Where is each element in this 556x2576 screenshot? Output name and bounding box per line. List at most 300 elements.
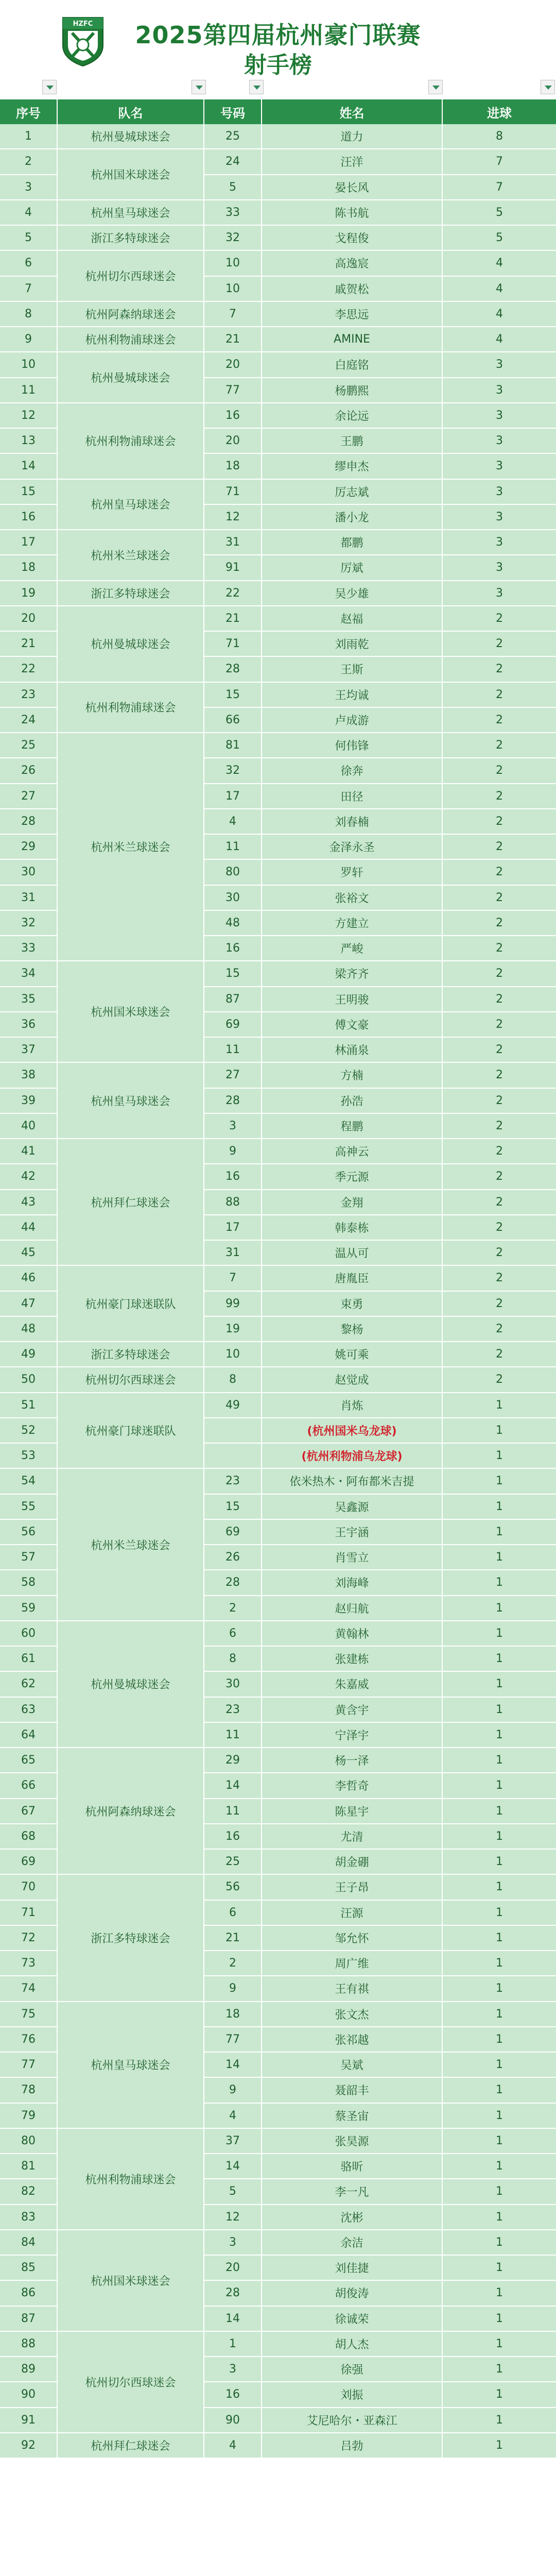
goals-cell: 2 [443,1012,556,1038]
name-cell: 胡人杰 [262,2332,443,2357]
rank-cell: 52 [0,1418,58,1444]
number-cell: 71 [204,480,262,505]
rank-cell: 24 [0,708,58,733]
name-cell: 金泽永圣 [262,835,443,860]
goals-cell: 1 [443,2002,556,2027]
rank-cell: 90 [0,2382,58,2408]
rank-cell: 11 [0,378,58,403]
rank-cell: 4 [0,200,58,226]
page-title: 2025第四届杭州豪门联赛 [135,21,421,49]
goals-cell: 2 [443,936,556,961]
number-cell: 28 [204,1570,262,1596]
team-cell: 杭州拜仁球迷会 [58,1139,204,1266]
rank-cell: 63 [0,1698,58,1723]
rank-cell: 34 [0,961,58,987]
goals-cell: 1 [443,2205,556,2230]
number-cell: 3 [204,2230,262,2256]
number-cell: 69 [204,1012,262,1038]
number-cell: 14 [204,1773,262,1799]
goals-cell: 1 [443,1748,556,1773]
name-cell: 张昊源 [262,2129,443,2154]
goals-cell: 1 [443,1723,556,1748]
name-cell: 傅文豪 [262,1012,443,1038]
rank-cell: 17 [0,530,58,555]
number-cell: 22 [204,581,262,606]
svg-text:HZFC: HZFC [73,20,93,28]
rank-cell: 61 [0,1647,58,1672]
rank-cell: 84 [0,2230,58,2256]
goals-cell: 1 [443,2078,556,2103]
filter-dropdown-name[interactable] [428,80,443,94]
number-cell: 21 [204,1926,262,1951]
team-cell: 杭州皇马球迷会 [58,200,204,226]
rank-cell: 88 [0,2332,58,2357]
name-cell: 蔡圣宙 [262,2104,443,2129]
goals-cell: 1 [443,2104,556,2129]
rank-cell: 79 [0,2104,58,2129]
goals-cell: 1 [443,1773,556,1799]
name-cell: 卢成游 [262,708,443,733]
rank-cell: 12 [0,403,58,429]
team-cell: 杭州豪门球迷联队 [58,1266,204,1342]
goals-cell: 1 [443,2154,556,2179]
team-cell: 浙江多特球迷会 [58,226,204,251]
team-cell: 浙江多特球迷会 [58,1875,204,2002]
number-cell: 3 [204,1114,262,1139]
number-cell: 11 [204,835,262,860]
number-cell: 29 [204,1748,262,1773]
name-cell: 依米热木・阿布都米吉提 [262,1469,443,1494]
name-cell: 林涌泉 [262,1038,443,1063]
rank-cell: 14 [0,454,58,479]
goals-cell: 2 [443,987,556,1012]
number-cell: 32 [204,226,262,251]
name-cell: 严峻 [262,936,443,961]
goals-cell: 2 [443,961,556,987]
number-cell: 4 [204,2104,262,2129]
name-cell: 胡金硼 [262,1850,443,1875]
goals-cell: 1 [443,1850,556,1875]
rank-cell: 59 [0,1596,58,1621]
number-cell: 16 [204,2382,262,2408]
rank-cell: 43 [0,1190,58,1215]
name-cell: 赵归航 [262,1596,443,1621]
goals-cell: 2 [443,1114,556,1139]
goals-cell: 1 [443,1520,556,1545]
number-cell: 23 [204,1698,262,1723]
rank-cell: 20 [0,606,58,632]
goals-cell: 1 [443,1545,556,1570]
name-cell: 方建立 [262,911,443,936]
rank-cell: 41 [0,1139,58,1164]
rank-cell: 50 [0,1367,58,1393]
name-cell: 戚贺松 [262,277,443,302]
goals-cell: 4 [443,277,556,302]
name-cell: AMINE [262,327,443,352]
rank-cell: 69 [0,1850,58,1875]
number-cell: 1 [204,2332,262,2357]
rank-cell: 85 [0,2256,58,2281]
goals-cell: 2 [443,708,556,733]
team-cell: 杭州曼城球迷会 [58,606,204,683]
name-cell: 厉志斌 [262,480,443,505]
team-cell: 杭州米兰球迷会 [58,1469,204,1621]
rank-cell: 21 [0,632,58,657]
goals-cell: 3 [443,429,556,454]
number-cell: 28 [204,657,262,682]
name-cell: 王有祺 [262,1976,443,2002]
rank-cell: 80 [0,2129,58,2154]
goals-cell: 3 [443,555,556,581]
team-cell: 杭州皇马球迷会 [58,2002,204,2129]
number-cell: 3 [204,2357,262,2382]
number-cell: 15 [204,683,262,708]
number-cell: 7 [204,1266,262,1291]
rank-cell: 60 [0,1621,58,1647]
number-cell: 30 [204,886,262,911]
team-cell: 杭州国米球迷会 [58,2230,204,2332]
rank-cell: 8 [0,302,58,327]
team-cell: 杭州阿森纳球迷会 [58,302,204,327]
number-cell: 56 [204,1875,262,1900]
name-cell: 邹允怀 [262,1926,443,1951]
goals-cell: 2 [443,1367,556,1393]
number-cell: 80 [204,860,262,885]
goals-cell: 1 [443,2027,556,2053]
page-subtitle: 射手榜 [244,52,312,78]
goals-cell: 1 [443,1901,556,1926]
number-cell: 12 [204,505,262,530]
col-header-number: 号码 [204,99,262,124]
number-cell: 11 [204,1038,262,1063]
number-cell: 4 [204,809,262,835]
number-cell: 28 [204,1089,262,1114]
goals-cell: 2 [443,784,556,809]
name-cell: 刘海峰 [262,1570,443,1596]
name-cell: (杭州利物浦乌龙球) [262,1444,443,1469]
name-cell: 吕勃 [262,2433,443,2459]
col-header-team: 队名 [58,99,204,124]
number-cell: 2 [204,1951,262,1976]
name-cell: 李一凡 [262,2179,443,2205]
number-cell: 31 [204,530,262,555]
rank-cell: 6 [0,251,58,276]
goals-cell: 2 [443,1342,556,1367]
rank-cell: 33 [0,936,58,961]
number-cell: 69 [204,1520,262,1545]
goals-cell: 1 [443,2053,556,2078]
name-cell: 李哲奇 [262,1773,443,1799]
name-cell: 王均诚 [262,683,443,708]
team-cell: 杭州曼城球迷会 [58,1621,204,1748]
team-cell: 杭州皇马球迷会 [58,1063,204,1139]
number-cell: 10 [204,251,262,276]
goals-cell: 1 [443,1976,556,2002]
name-cell: 赵福 [262,606,443,632]
name-cell: 田径 [262,784,443,809]
number-cell: 18 [204,454,262,479]
rank-cell: 1 [0,124,58,149]
goals-cell: 1 [443,1647,556,1672]
number-cell: 9 [204,2078,262,2103]
rank-cell: 54 [0,1469,58,1494]
goals-cell: 2 [443,758,556,784]
goals-cell: 1 [443,2332,556,2357]
goals-cell: 2 [443,860,556,885]
name-cell: 梁齐齐 [262,961,443,987]
filter-dropdown-number[interactable] [249,80,264,94]
number-cell: 14 [204,2053,262,2078]
rank-cell: 51 [0,1393,58,1418]
number-cell: 12 [204,2205,262,2230]
goals-cell: 7 [443,175,556,200]
goals-cell: 3 [443,454,556,479]
name-cell: 戈程俊 [262,226,443,251]
name-cell: 王明骏 [262,987,443,1012]
rank-cell: 56 [0,1520,58,1545]
goals-cell: 2 [443,683,556,708]
goals-cell: 2 [443,1139,556,1164]
number-cell: 81 [204,733,262,758]
goals-cell: 1 [443,1570,556,1596]
goals-cell: 3 [443,352,556,378]
number-cell: 23 [204,1469,262,1494]
rank-cell: 70 [0,1875,58,1900]
rank-cell: 45 [0,1241,58,1266]
goals-cell: 2 [443,911,556,936]
name-cell: 张建栋 [262,1647,443,1672]
rank-cell: 39 [0,1089,58,1114]
goals-cell: 2 [443,1292,556,1317]
goals-cell: 3 [443,480,556,505]
rank-cell: 65 [0,1748,58,1773]
team-cell: 杭州利物浦球迷会 [58,683,204,734]
name-cell: 王斯 [262,657,443,682]
col-header-rank: 序号 [0,99,58,124]
team-cell: 杭州拜仁球迷会 [58,2433,204,2459]
name-cell: 刘振 [262,2382,443,2408]
team-cell: 浙江多特球迷会 [58,581,204,606]
team-cell: 杭州切尔西球迷会 [58,1367,204,1393]
name-cell: 肖雪立 [262,1545,443,1570]
goals-cell: 1 [443,2179,556,2205]
name-cell: 王宇涵 [262,1520,443,1545]
name-cell: 白庭铭 [262,352,443,378]
goals-cell: 1 [443,2307,556,2332]
number-cell: 99 [204,1292,262,1317]
goals-cell: 1 [443,1469,556,1494]
rank-cell: 13 [0,429,58,454]
rank-cell: 36 [0,1012,58,1038]
rank-cell: 91 [0,2408,58,2433]
number-cell: 77 [204,378,262,403]
name-cell: 骆昕 [262,2154,443,2179]
team-cell: 杭州切尔西球迷会 [58,251,204,302]
rank-cell: 82 [0,2179,58,2205]
goals-cell: 1 [443,2230,556,2256]
team-cell: 杭州曼城球迷会 [58,352,204,403]
rank-cell: 62 [0,1672,58,1697]
name-cell: 张文杰 [262,2002,443,2027]
number-cell: 91 [204,555,262,581]
goals-cell: 2 [443,1317,556,1342]
number-cell: 8 [204,1367,262,1393]
rank-cell: 38 [0,1063,58,1088]
goals-cell: 1 [443,1926,556,1951]
goals-cell: 1 [443,1824,556,1850]
rank-cell: 19 [0,581,58,606]
name-cell: 吴斌 [262,2053,443,2078]
number-cell: 9 [204,1976,262,2002]
name-cell: 王鹏 [262,429,443,454]
name-cell: 胡俊涛 [262,2281,443,2306]
rank-cell: 18 [0,555,58,581]
number-cell: 87 [204,987,262,1012]
rank-cell: 26 [0,758,58,784]
number-cell: 11 [204,1723,262,1748]
name-cell: 罗轩 [262,860,443,885]
name-cell: 黄翰林 [262,1621,443,1647]
name-cell: 都鹏 [262,530,443,555]
team-cell: 杭州国米球迷会 [58,961,204,1063]
name-cell: 艾尼哈尔・亚森江 [262,2408,443,2433]
name-cell: 黎杨 [262,1317,443,1342]
rank-cell: 3 [0,175,58,200]
name-cell: 宁泽宇 [262,1723,443,1748]
name-cell: 张裕文 [262,886,443,911]
number-cell: 71 [204,632,262,657]
number-cell: 21 [204,327,262,352]
name-cell: 李思远 [262,302,443,327]
number-cell: 4 [204,2433,262,2459]
number-cell: 32 [204,758,262,784]
goals-cell: 1 [443,2382,556,2408]
goals-cell: 4 [443,251,556,276]
number-cell: 2 [204,1596,262,1621]
rank-cell: 2 [0,149,58,175]
team-cell: 杭州豪门球迷联队 [58,1393,204,1469]
rank-cell: 42 [0,1164,58,1190]
goals-cell: 2 [443,1190,556,1215]
team-cell: 杭州皇马球迷会 [58,480,204,531]
name-cell: 晏长风 [262,175,443,200]
number-cell: 49 [204,1393,262,1418]
number-cell: 27 [204,1063,262,1088]
team-cell: 杭州曼城球迷会 [58,124,204,149]
name-cell: 吴鑫源 [262,1495,443,1520]
goals-cell: 3 [443,505,556,530]
number-cell: 24 [204,149,262,175]
name-cell: 周广维 [262,1951,443,1976]
goals-cell: 1 [443,1444,556,1469]
rank-cell: 75 [0,2002,58,2027]
number-cell: 16 [204,936,262,961]
filter-dropdown-team[interactable] [192,80,206,94]
rank-cell: 30 [0,860,58,885]
name-cell: 孙浩 [262,1089,443,1114]
goals-cell: 2 [443,632,556,657]
number-cell [204,1444,262,1469]
goals-cell: 1 [443,1799,556,1824]
rank-cell: 81 [0,2154,58,2179]
name-cell: 温从可 [262,1241,443,1266]
rank-cell: 87 [0,2307,58,2332]
name-cell: 汪源 [262,1901,443,1926]
goals-cell: 1 [443,2408,556,2433]
number-cell: 18 [204,2002,262,2027]
rank-cell: 48 [0,1317,58,1342]
goals-cell: 5 [443,226,556,251]
filter-dropdown-goals[interactable] [541,80,555,94]
name-cell: 余洁 [262,2230,443,2256]
rank-cell: 58 [0,1570,58,1596]
name-cell: 高神云 [262,1139,443,1164]
team-cell: 杭州利物浦球迷会 [58,2129,204,2230]
rank-cell: 25 [0,733,58,758]
rank-cell: 67 [0,1799,58,1824]
filter-dropdown-rank[interactable] [42,80,57,94]
rank-cell: 55 [0,1495,58,1520]
goals-cell: 3 [443,403,556,429]
rank-cell: 10 [0,352,58,378]
number-cell: 10 [204,1342,262,1367]
goals-cell: 1 [443,1698,556,1723]
rank-cell: 40 [0,1114,58,1139]
goals-cell: 2 [443,657,556,682]
name-cell: 沈彬 [262,2205,443,2230]
team-cell: 杭州阿森纳球迷会 [58,1748,204,1875]
rank-cell: 15 [0,480,58,505]
goals-cell: 1 [443,1875,556,1900]
rank-cell: 77 [0,2053,58,2078]
goals-cell: 2 [443,835,556,860]
goals-cell: 3 [443,581,556,606]
number-cell: 11 [204,1799,262,1824]
goals-cell: 8 [443,124,556,149]
goals-cell: 4 [443,302,556,327]
goals-cell: 2 [443,606,556,632]
goals-cell: 4 [443,327,556,352]
name-cell: 赵觉成 [262,1367,443,1393]
name-cell: 程鹏 [262,1114,443,1139]
name-cell: 方楠 [262,1063,443,1088]
rank-cell: 66 [0,1773,58,1799]
number-cell: 17 [204,1215,262,1241]
name-cell: 陈书航 [262,200,443,226]
name-cell: 肖炼 [262,1393,443,1418]
rank-cell: 16 [0,505,58,530]
name-cell: 汪洋 [262,149,443,175]
team-cell: 杭州米兰球迷会 [58,530,204,581]
rank-cell: 86 [0,2281,58,2306]
name-cell: 厉斌 [262,555,443,581]
number-cell: 6 [204,1901,262,1926]
name-cell: 黄含宇 [262,1698,443,1723]
number-cell: 9 [204,1139,262,1164]
goals-cell: 2 [443,886,556,911]
rank-cell: 29 [0,835,58,860]
goals-cell: 1 [443,2281,556,2306]
scorer-table [0,99,556,2459]
goals-cell: 2 [443,1164,556,1190]
filter-row [0,76,556,99]
name-cell: 刘佳捷 [262,2256,443,2281]
team-cell: 杭州利物浦球迷会 [58,327,204,352]
col-header-goals: 进球 [487,106,512,121]
goals-cell: 3 [443,530,556,555]
name-cell: 金翔 [262,1190,443,1215]
name-cell: 姚可乘 [262,1342,443,1367]
